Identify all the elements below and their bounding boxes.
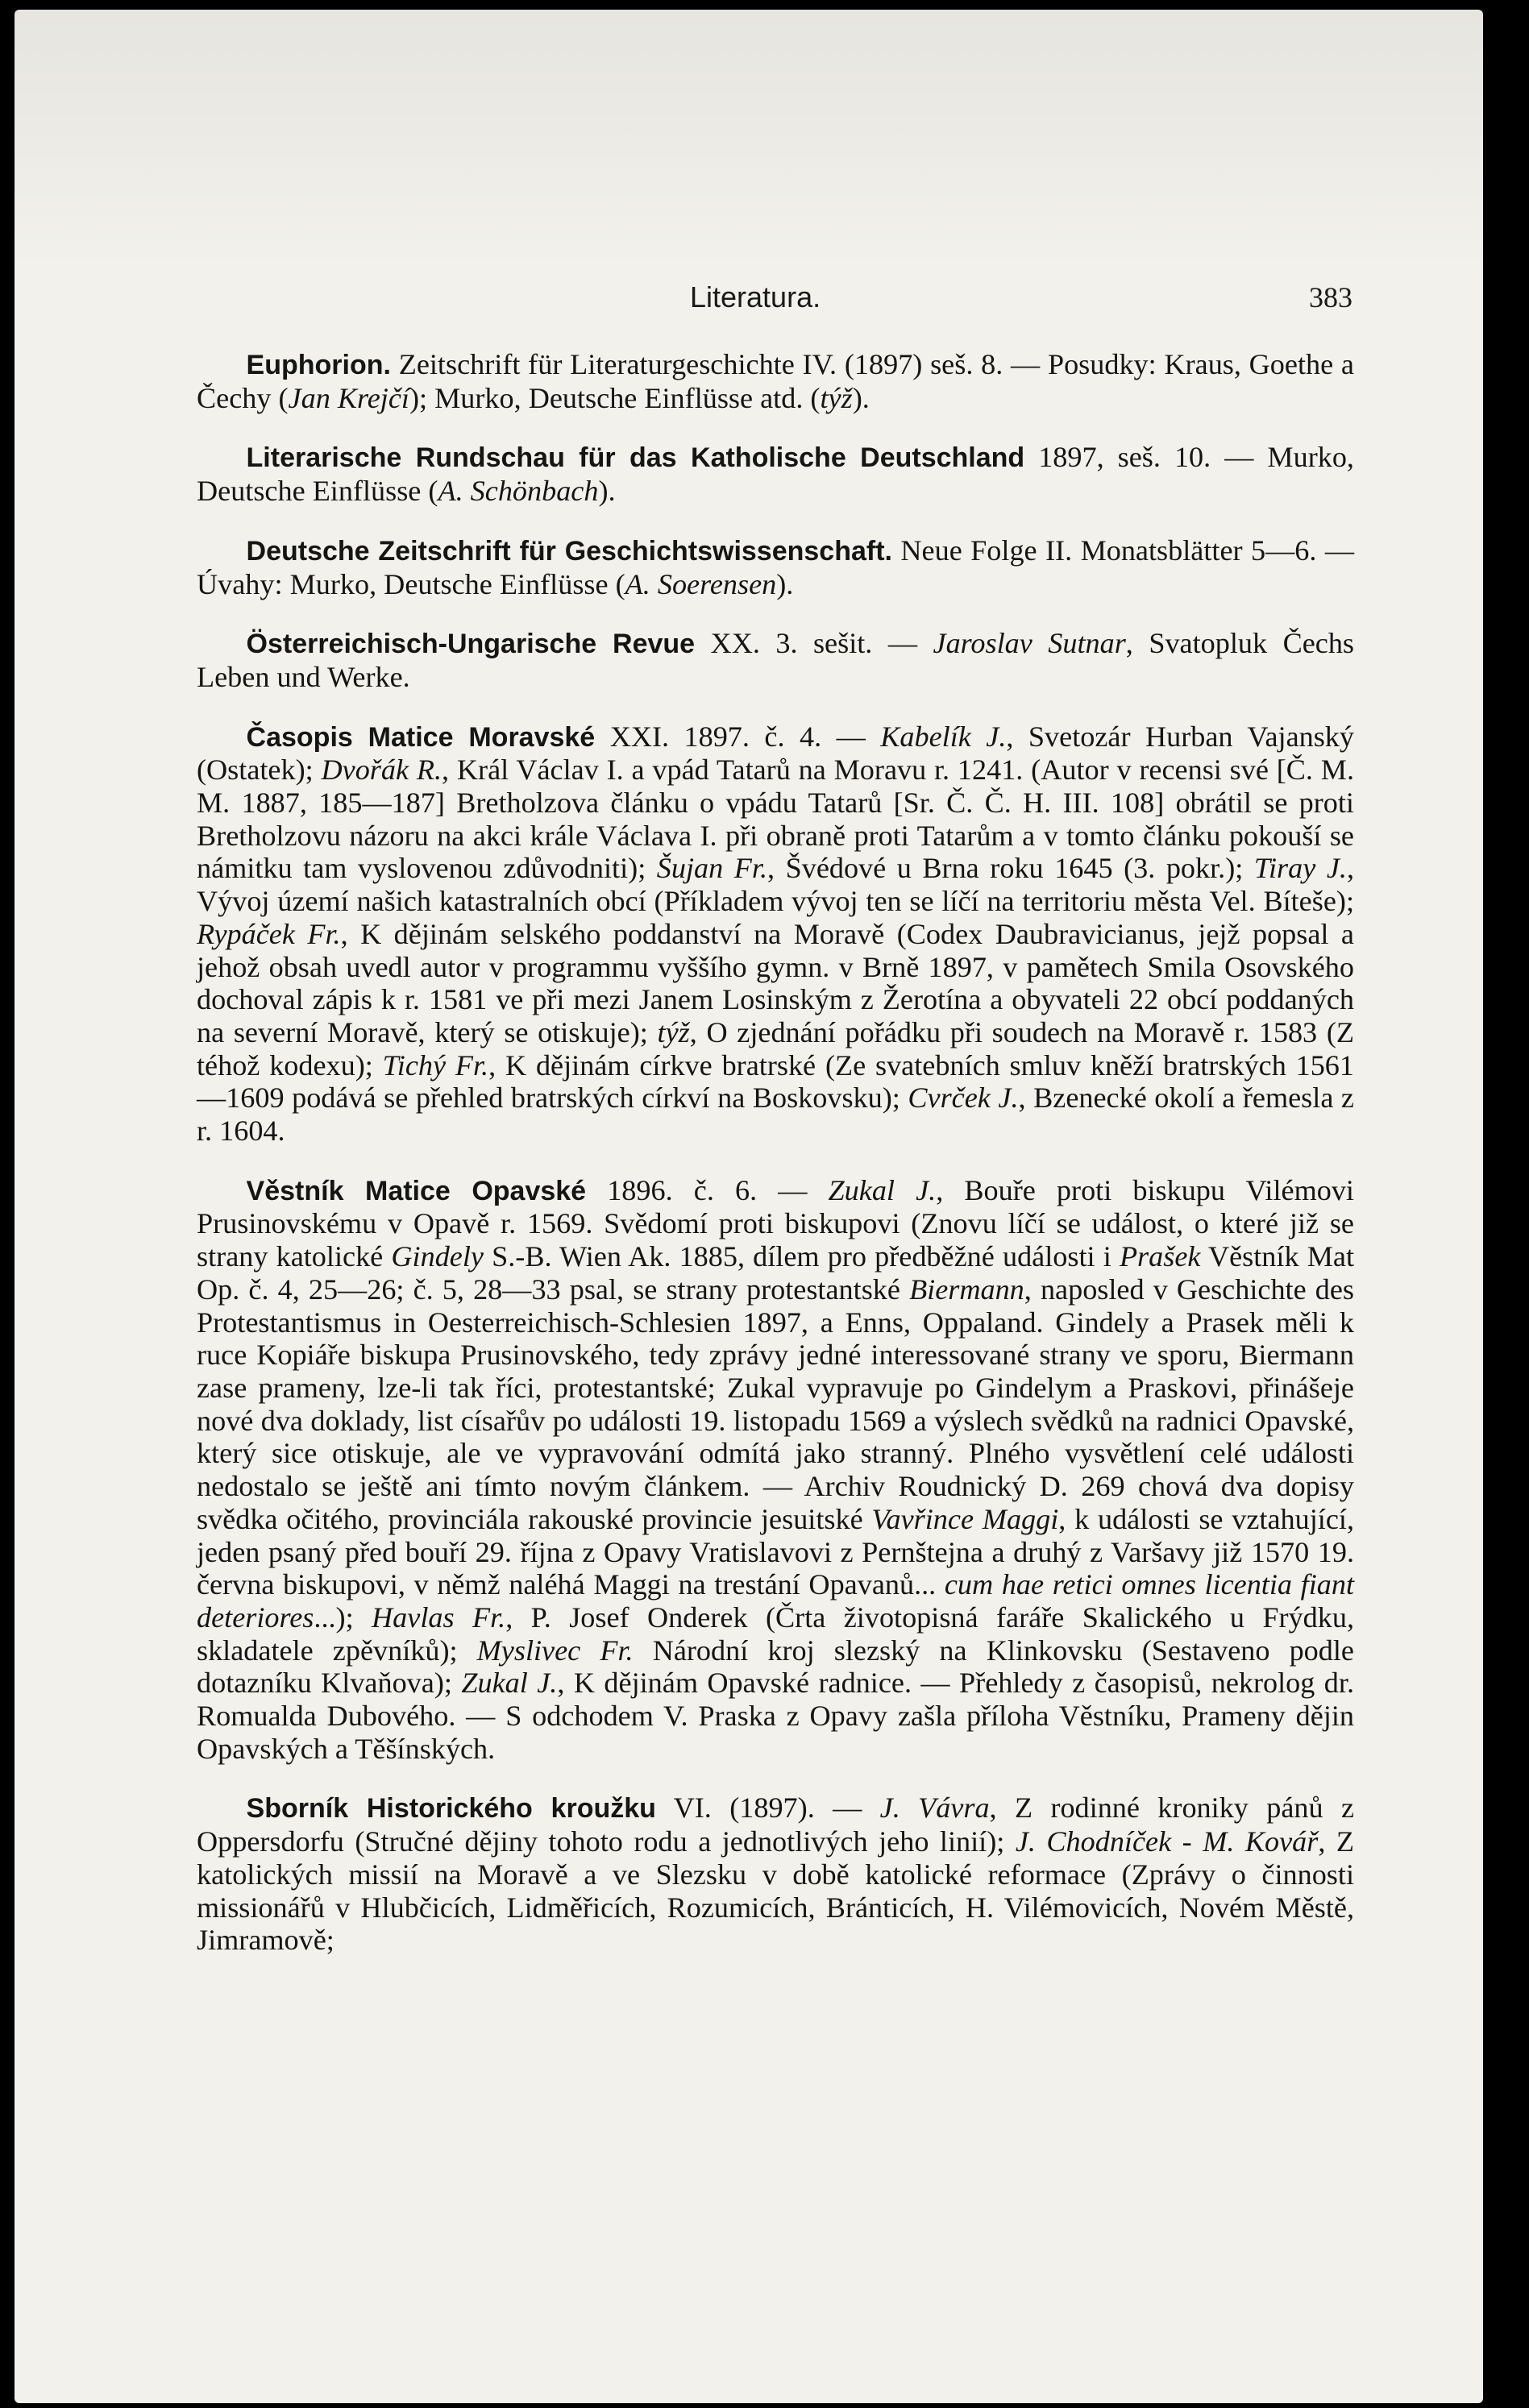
author-name: cum hae retici omnes licentia fiant deteriores	[197, 1568, 1355, 1634]
author-name: Prašek	[1119, 1240, 1201, 1273]
page-number: 383	[1309, 281, 1352, 313]
entry-text: , K dějinám Opavské radnice. — Přehledy z časopisů, nekrolog dr. Romualda Dubového. — S odchodem V. Praska z Opavy zašla příloha Věstníku, Prameny dějin Opavských a Těšínských.	[197, 1667, 1354, 1765]
author-name: Jaroslav Sutnar	[933, 627, 1126, 660]
entry-text: , K dějinám selského poddanství na Moravě (Codex Daubravicianus, jejž popsal a jehož obsah uvedl autor v programmu vyššího gymn. v Brně 1897, v pamětech Smila Osovského dochoval zápis k r. 1581 ve při mezi Janem Losinským z Žerotína a obyvateli 22 obcí poddaných na severní Moravě, který se otiskuje);	[197, 917, 1354, 1048]
entry-text: 1897, seš. 10. — Murko, Deutsche Einflüsse (	[197, 441, 1354, 508]
entry-text: ...);	[314, 1600, 372, 1634]
entry-text: , k události se vztahující, jeden psaný před bouří 29. října z Opavy Vratislavovi z Pernštejna a druhý z Varšavy již 1570 19. června biskupovi, v němž naléhá Maggi na trestání Opavanů...	[197, 1502, 1354, 1601]
journal-title: Věstník Matice Opavské	[246, 1175, 587, 1206]
author-name: Dvořák R.	[321, 754, 442, 787]
entry-text: , Vývoj území našich katastralních obcí (Příkladem vývoj ten se líčí na territoriu města Vel. Bíteše);	[197, 852, 1354, 918]
entry-text: , Švédové u Brna roku 1645 (3. pokr.);	[767, 852, 1254, 885]
journal-title: Euphorion.	[246, 350, 391, 380]
entry-text: ).	[776, 567, 794, 600]
entry-text: , Z rodinné kroniky pánů z Oppersdorfu (Stručné dějiny tohoto rodu a jednotlivých jeho linií);	[197, 1791, 1355, 1858]
journal-title: Sborník Historického kroužku	[246, 1793, 656, 1825]
entry-text: Zeitschrift für Literaturgeschichte IV. (1897) seš. 8. — Posudky: Kraus, Goethe a Čechy (	[197, 348, 1354, 414]
author-name: Zukal J.	[828, 1173, 937, 1206]
entry-text: , Z katolických missií na Moravě a ve Slezsku v době katolické reformace (Zprávy o činnosti missionářů v Hlubčicích, Lidměřicích, Rozumicích, Bránticích, H. Vilémovicích, Novém Městě, Jimramově;	[197, 1825, 1354, 1957]
entry-text: , Bouře proti biskupu Vilémovi Prusinovskému v Opavě r. 1569. Svědomí proti biskupovi (Znovu líčí se událost, o které již se strany katolické	[197, 1173, 1354, 1273]
author-name: J. Chodníček - M. Kovář	[1015, 1825, 1319, 1858]
author-name: Tiray J.	[1253, 852, 1347, 885]
author-name: týž	[820, 381, 853, 414]
page-header-title: Literatura.	[690, 280, 821, 313]
entry-text: ).	[852, 381, 870, 414]
author-name: týž	[657, 1015, 690, 1048]
bibliography-entry	[197, 441, 1354, 507]
author-name: Zukal J.	[461, 1667, 558, 1700]
author-name: J. Vávra	[879, 1791, 990, 1825]
entry-text: , Bzenecké okolí a řemesla z r. 1604.	[197, 1082, 1354, 1148]
author-name: Biermann	[909, 1273, 1024, 1306]
author-name: Myslivec Fr.	[476, 1634, 634, 1667]
author-name: Gindely	[391, 1240, 484, 1273]
entry-text: , O zjednání pořádku při soudech na Moravě r. 1583 (Z téhož kodexu);	[197, 1015, 1354, 1082]
bibliography-entry	[197, 1791, 1354, 1957]
entry-text: ).	[598, 475, 616, 508]
page	[15, 10, 1483, 2403]
entry-text: 1896. č. 6. —	[586, 1173, 829, 1206]
entry-text: Národní kroj slezský na Klinkovsku (Sestaveno podle dotazníku Klvaňova);	[197, 1634, 1354, 1700]
entry-text: Věstník Mat Op. č. 4, 25—26; č. 5, 28—33 psal, se strany protestantské	[197, 1240, 1354, 1306]
entry-text: Neue Folge II. Monatsblätter 5—6. — Úvahy: Murko, Deutsche Einflüsse (	[197, 533, 1355, 600]
journal-title: Časopis Matice Moravské	[246, 721, 596, 753]
author-name: Vavřince Maggi	[871, 1502, 1059, 1535]
author-name: A. Soerensen	[625, 567, 777, 600]
bibliography-entry	[197, 348, 1354, 414]
bibliography-entry	[197, 720, 1354, 1148]
author-name: Šujan Fr.	[656, 852, 767, 885]
entry-text: , P. Josef Onderek (Črta životopisná faráře Skalického u Frýdku, skladatele zpěvníků);	[197, 1600, 1355, 1667]
entry-text: , Svetozár Hurban Vajanský (Ostatek);	[197, 720, 1354, 787]
entry-text: VI. (1897). —	[655, 1791, 880, 1825]
bibliography-entry	[197, 1174, 1354, 1766]
article-body	[197, 348, 1354, 1983]
bibliography-entry	[197, 627, 1354, 693]
author-name: Tichý Fr.	[382, 1048, 489, 1082]
author-name: A. Schönbach	[438, 475, 599, 508]
bibliography-entry	[197, 534, 1354, 600]
entry-text: , naposled v Geschichte des Protestantismus in Oesterreichisch-Schlesien 1897, a Enns, Oppaland. Gindely a Prasek měli k ruce Kopiáře biskupa Prusinovského, tedy zprávy jedné interessované strany ve sporu, Biermann zase prameny, lze-li tak říci, protestantské; Zukal vypravuje po Gindelym a Praskovi, přinášeje nové dva doklady, list císařův po události 19. listopadu 1569 a výslech svědků na radnici Opavské, který sice otiskuje, ale ve vypravování odmítá jako stranný. Plného vysvětlení celé události nedostalo se ještě ani tímto novým článkem. — Archiv Roudnický D. 269 chová dva dopisy svědka očitého, provinciála rakouské provincie jesuitské	[197, 1273, 1355, 1535]
entry-text: , Svatopluk Čechs Leben und Werke.	[197, 627, 1355, 693]
entry-text: , K dějinám církve bratrské (Ze svatebních smluv kněží bratrských 1561—1609 podává se přehled bratrských církví na Boskovsku);	[197, 1048, 1354, 1115]
entry-text: S.-B. Wien Ak. 1885, dílem pro předběžné události i	[483, 1240, 1120, 1273]
author-name: Rypáček Fr.	[197, 917, 341, 950]
author-name: Cvrček J.	[908, 1082, 1019, 1115]
entry-text: , Král Václav I. a vpád Tatarů na Moravu r. 1241. (Autor v recensi své [Č. M. M. 1887, 185—187] Bretholzova článku o vpádu Tatarů [Sr. Č. Č. H. III. 108] obrátil se proti Bretholzovu názoru na akci krále Václava I. při obraně proti Tatarům a v tomto článku pokouší se námitku tam vyslovenou zdůvodniti);	[197, 754, 1354, 885]
journal-title: Literarische Rundschau für das Katholische Deutschland	[246, 442, 1025, 474]
entry-text: XXI. 1897. č. 4. —	[595, 720, 881, 753]
entry-text: XX. 3. sešit. —	[695, 627, 933, 660]
author-name: Kabelík J.	[880, 720, 1007, 753]
journal-title: Österreichisch-Ungarische Revue	[246, 629, 696, 660]
author-name: Havlas Fr.	[372, 1600, 506, 1634]
author-name: Jan Krejčí	[288, 381, 409, 414]
journal-title: Deutsche Zeitschrift für Geschichtswissenschaft.	[246, 535, 892, 567]
entry-text: ); Murko, Deutsche Einflüsse atd. (	[409, 381, 821, 414]
